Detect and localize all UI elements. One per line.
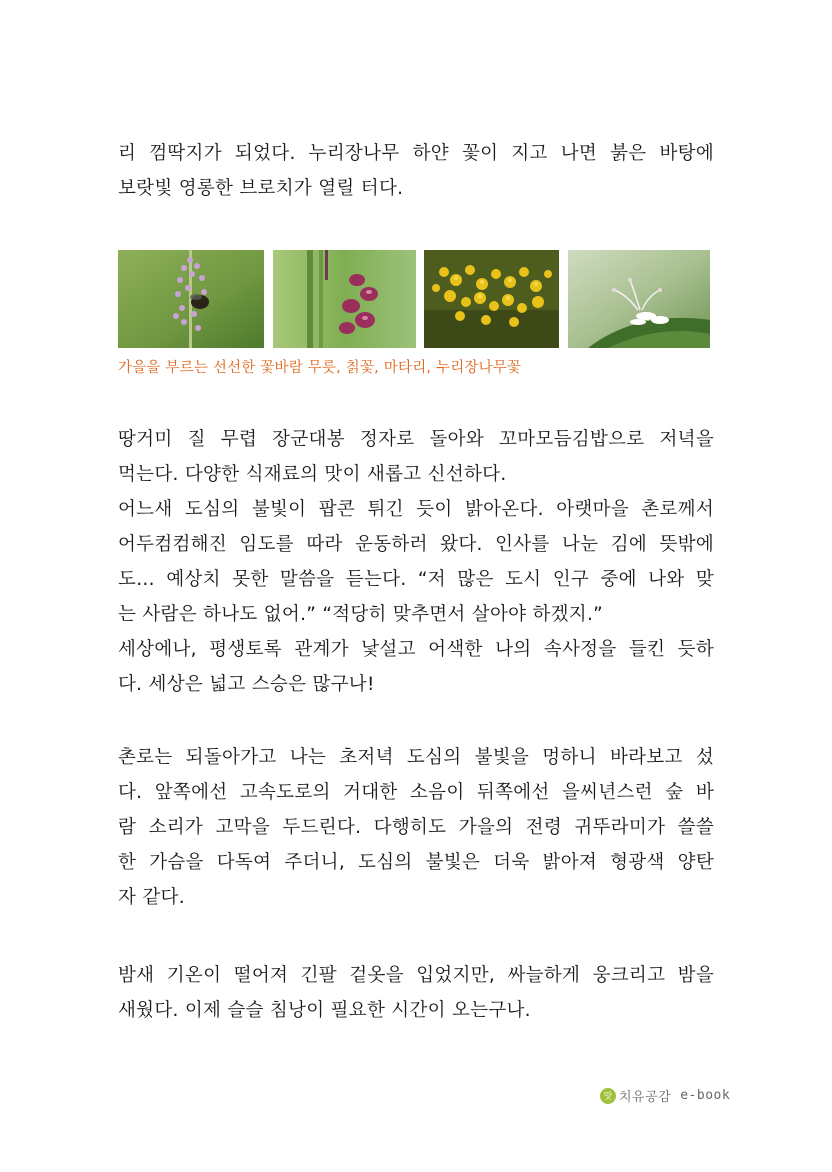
photo-golden-lace [424, 250, 559, 348]
photo-caption: 가을을 부르는 선선한 꽃바람 무릇, 칡꽃, 마타리, 누리장나무꽃 [118, 360, 522, 376]
photo-squill [118, 250, 264, 348]
brand-name: 치유공감 [619, 1090, 672, 1105]
flower-photo-strip [118, 250, 710, 348]
text-line: 보랏빛 영롱한 브로치가 열릴 터다. [118, 178, 404, 199]
paragraph-2 [118, 422, 714, 702]
text-line: 어느새 도심의 불빛이 팝콘 튀긴 듯이 밝아온다. 아랫마을 촌로께서 [118, 499, 714, 520]
text-line: 밤새 기온이 떨어져 긴팔 겉옷을 입었지만, 싸늘하게 웅크리고 밤을 [118, 965, 714, 986]
photo-harlequin-glorybower [568, 250, 710, 348]
brand-logo-icon: 맛 [600, 1088, 616, 1104]
text-line: 다. 세상은 넓고 스승은 많구나! [118, 674, 375, 695]
text-line: 도… 예상치 못한 말씀을 듣는다. “저 많은 도시 인구 중에 나와 맞 [118, 569, 714, 590]
text-line: 세상에나, 평생토록 관계가 낯설고 어색한 나의 속사정을 들킨 듯하 [118, 639, 714, 660]
text-line: 다. 앞쪽에선 고속도로의 거대한 소음이 뒤쪽에선 을씨년스런 숲 바 [118, 782, 714, 803]
photo-kudzu-flower [273, 250, 416, 348]
paragraph-3 [118, 740, 714, 915]
text-line: 는 사람은 하나도 없어.” “적당히 맞추면서 살아야 하겠지.” [118, 604, 604, 625]
text-line: 람 소리가 고막을 두드린다. 다행히도 가을의 전령 귀뚜라미가 쓸쓸 [118, 817, 714, 838]
text-line: 어두컴컴해진 임도를 따라 운동하러 왔다. 인사를 나눈 김에 뜻밖에 [118, 534, 714, 555]
paragraph-1 [118, 136, 714, 206]
text-line: 촌로는 되돌아가고 나는 초저녁 도심의 불빛을 멍하니 바라보고 섰 [118, 747, 714, 768]
text-line: 땅거미 질 무렵 장군대봉 정자로 돌아와 꼬마모듬김밥으로 저녁을 [118, 429, 714, 450]
text-line: 먹는다. 다양한 식재료의 맛이 새롭고 신선하다. [118, 464, 507, 485]
ebook-label: e-book [680, 1088, 731, 1103]
text-line: 자 같다. [118, 887, 185, 908]
footer-brand [600, 1086, 730, 1105]
text-line: 리 껌딱지가 되었다. 누리장나무 하얀 꽃이 지고 나면 붉은 바탕에 [118, 143, 714, 164]
paragraph-4 [118, 958, 714, 1028]
text-line: 새웠다. 이제 슬슬 침낭이 필요한 시간이 오는구나. [118, 1000, 531, 1021]
text-line: 한 가슴을 다독여 주더니, 도심의 불빛은 더욱 밝아져 형광색 양탄 [118, 852, 714, 873]
